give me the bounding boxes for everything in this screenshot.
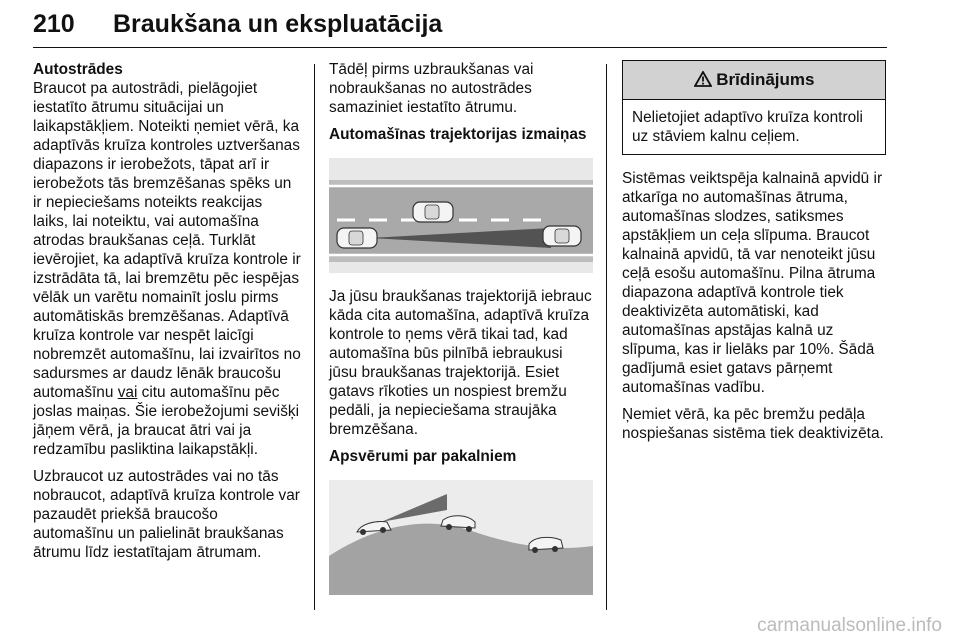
body-paragraph: Uzbraucot uz autostrādes vai no tās nobraucot, adaptīvā kruīza kontrole var pazaudēt priekšā braucošo automašīnu un palielināt braukšanas ātrumu līdz iestatītajam ātrumam. <box>33 468 300 561</box>
page-title: Braukšana un ekspluatācija <box>113 10 443 38</box>
column-divider-1 <box>314 64 315 610</box>
section-heading-highways: Autostrādes <box>33 61 123 78</box>
section-heading-path-change: Automašīnas trajektorijas izmaiņas <box>329 126 587 143</box>
body-paragraph: Tādēļ pirms uzbraukšanas vai nobraukšanas no autostrādes samaziniet iestatīto ātrumu. <box>329 61 534 116</box>
own-car-icon <box>337 228 377 248</box>
lane-change-illustration <box>329 158 593 273</box>
column-3 <box>622 60 890 451</box>
column-1 <box>33 60 301 570</box>
column-divider-2 <box>606 64 607 610</box>
body-text: citu automašīnu pēc joslas maiņas. Šie ierobežojumi sevišķi jāņem vērā, ja braucat ātri vai ja redzamību pasliktina laikapstākļi. <box>33 384 300 458</box>
cutting-in-car-icon <box>413 202 453 222</box>
body-paragraph <box>33 79 301 459</box>
body-paragraph: Ņemiet vērā, ka pēc bremžu pedāļa nospiešanas sistēma tiek deaktivizēta. <box>622 406 884 442</box>
page-header <box>33 0 887 50</box>
lead-car-icon <box>543 226 581 246</box>
column-2 <box>329 60 593 609</box>
watermark: carmanualsonline.info <box>757 615 942 636</box>
header-divider <box>33 47 887 48</box>
warning-title: Brīdinājums <box>716 70 815 89</box>
body-text: Braucot pa autostrādi, pielāgojiet iestatīto ātrumu situācijai un laikapstākļiem. Noteikti ņemiet vērā, ka adaptīvās kruīza kontroles uztveršanas diapazons ir ierobežots, tāpat arī ir ierobežots tās bremzēšanas spēks un ir nepieciešams noteikts reakcijas laiks, lai noteiktu, vai automašīna atrodas braukšanas ceļā. Turklāt ievērojiet, ka adaptīvā kruīza kontrole ir izstrādāta tā, lai bremzētu pēc iespējas vēlāk un varētu nomainīt joslu pirms automātiskās bremzēšanas. Adaptīvā kruīza kontrole var nespēt laicīgi nobremzēt automašīnu, lai izvairītos no sadursmes ar daudz lēnāk braucošu automašīnu <box>33 80 301 401</box>
page-number: 210 <box>33 10 75 38</box>
hill-driving-illustration <box>329 480 593 595</box>
warning-text: Nelietojiet adaptīvo kruīza kontroli uz stāviem kalnu ceļiem. <box>632 109 863 145</box>
warning-header <box>623 61 885 100</box>
underlined-word: vai <box>117 384 138 401</box>
section-heading-hills: Apsvērumi par pakalniem <box>329 448 517 465</box>
body-paragraph: Ja jūsu braukšanas trajektorijā iebrauc kāda cita automašīna, adaptīvā kruīza kontrole to ņems vērā tikai tad, kad automašīna būs pilnībā iebraukusi jūsu braukšanas trajektorijā. Esiet gatavs rīkoties un nospiest bremžu pedāli, ja nepieciešama straujāka bremzēšana. <box>329 288 592 438</box>
body-paragraph: Sistēmas veiktspēja kalnainā apvidū ir atkarīga no automašīnas ātruma, automašīnas slodzes, satiksmes apstākļiem un ceļa slīpuma. Braucot kalnainā apvidū, tā var nenoteikt jūsu ceļā esošu automašīnu. Pilna ātruma diapazona adaptīvā kontrole tiek deaktivizēta automātiski, kad automašīnas apstājas kalnā uz slīpuma, kas ir lielāks par 10%. Šādā gadījumā esiet gatavs pārņemt automašīnas vadību. <box>622 170 883 396</box>
warning-triangle-icon <box>694 71 712 87</box>
warning-box <box>622 60 886 155</box>
